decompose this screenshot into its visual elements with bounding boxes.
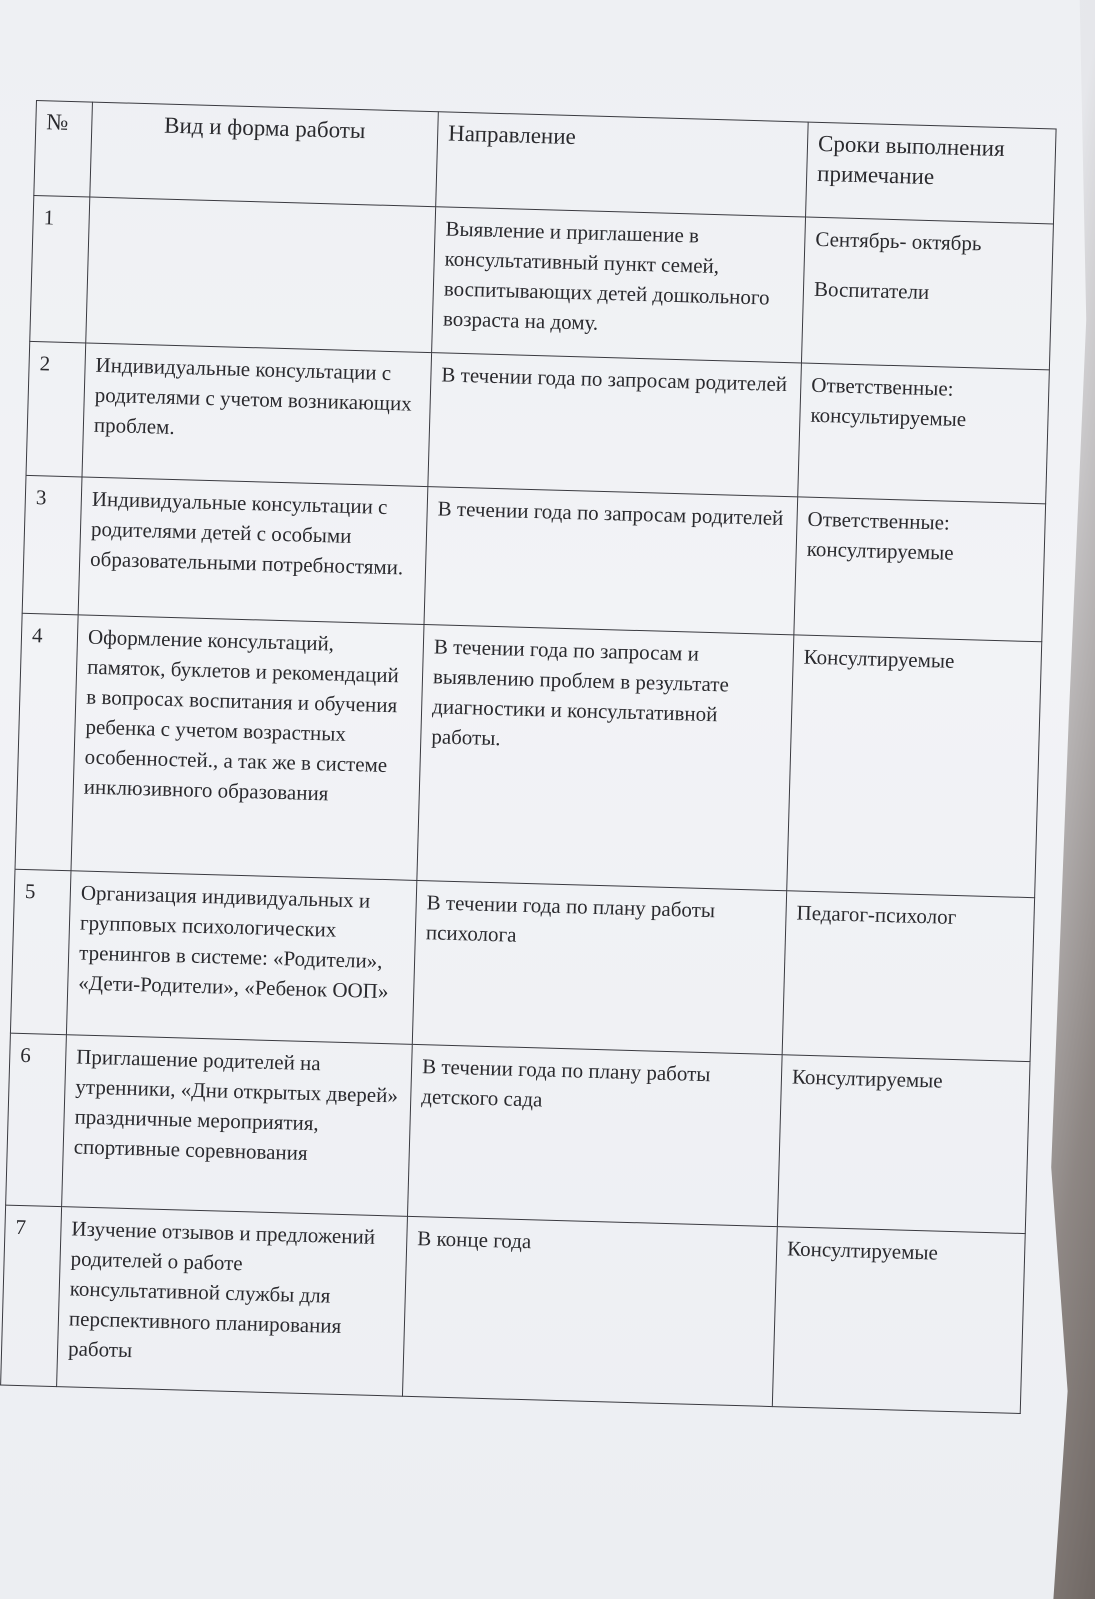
header-number: № [34, 101, 93, 198]
row-kind: Изучение отзывов и предложений родителей о работе консультативной службы для перспективного планирования работы [57, 1207, 408, 1397]
row-direction: В течении года по запросам родителей [424, 487, 798, 635]
row-number: 3 [22, 475, 82, 615]
header-kind: Вид и форма работы [90, 102, 439, 207]
row-kind: Индивидуальные консультации с родителями с учетом возникающих проблем. [82, 343, 432, 487]
row-term-note: Воспитатели [813, 276, 930, 305]
table-row [10, 869, 1034, 1061]
row-term: Ответственные: консультируемые [798, 363, 1050, 504]
row-number: 2 [26, 341, 86, 477]
row-direction: В течении года по плану работы психолога [412, 880, 786, 1054]
table-row [6, 1033, 1030, 1233]
table-row [15, 613, 1042, 897]
row-number: 5 [10, 869, 71, 1034]
row-kind: Оформление консультаций, памяток, буклетов и рекомендаций в вопросах воспитания и обучения ребенка с учетом возрастных особенностей., а так же в системе инклюзивного образования [71, 615, 424, 881]
row-term: Консултируемые [777, 1055, 1030, 1234]
row-kind [86, 197, 436, 353]
row-direction: В течении года по плану работы детского сада [407, 1044, 782, 1226]
row-term: Консултируемые [772, 1227, 1025, 1414]
row-term: Консултируемые [787, 635, 1042, 898]
row-term: Ответственные: консултируемые [794, 497, 1046, 642]
table-row [30, 195, 1054, 369]
header-direction: Направление [436, 112, 809, 217]
row-direction: В конце года [402, 1216, 777, 1406]
table-row [1, 1205, 1026, 1413]
row-number: 7 [1, 1205, 62, 1386]
row-direction: В течении года по запросам родителей [428, 353, 802, 497]
row-number: 6 [6, 1033, 67, 1206]
header-term: Сроки выполнения примечание [806, 122, 1057, 224]
row-kind: Организация индивидуальных и групповых психологических тренингов в системе: «Родители», «Дети-Родители», «Ребенок ООП» [66, 871, 416, 1045]
row-kind: Индивидуальные консультации с родителями детей с особыми образовательными потребностями. [78, 477, 428, 625]
row-direction: В течении года по запросам и выявлению проблем в результате диагностики и консультативной работы. [417, 625, 794, 891]
row-term-cell [801, 217, 1053, 370]
row-kind: Приглашение родителей на утренники, «Дни открытых дверей» праздничные мероприятия, спортивные соревнования [62, 1035, 413, 1217]
row-term: Сентябрь- октябрь [815, 226, 982, 256]
row-number: 1 [30, 195, 90, 343]
row-term: Педагог-психолог [782, 891, 1034, 1062]
work-plan-table [0, 100, 1057, 1414]
row-direction: Выявление и приглашение в консультативный пункт семей, воспитывающих детей дошкольного возраста на дому. [432, 207, 806, 363]
row-number: 4 [15, 613, 78, 870]
